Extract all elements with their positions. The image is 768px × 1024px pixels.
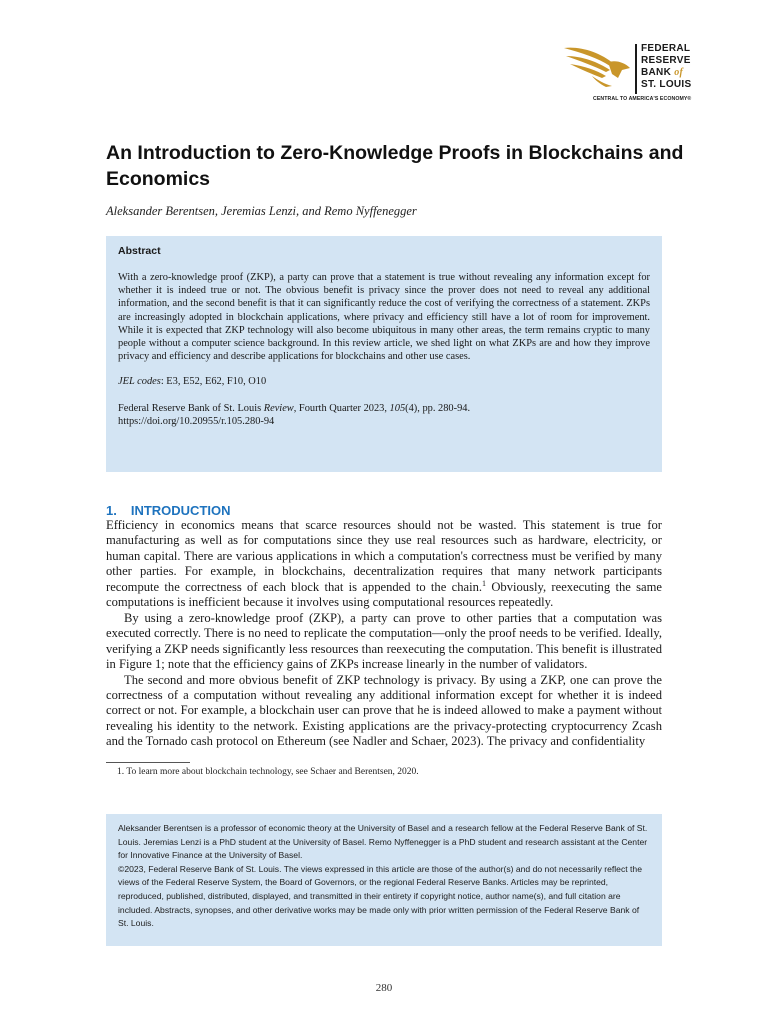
- logo-tagline: CENTRAL TO AMERICA'S ECONOMY®: [593, 96, 692, 102]
- citation-volume: 105: [389, 402, 406, 414]
- paragraph-3: The second and more obvious benefit of ZKP technology is privacy. By using a ZKP, one can prove the correctness of a computation without revealing any additional information except for whether it is indeed correct or not. For example, a blockchain user can prove that he is indeed allowed to make a payment without revealing his identity to the network. Existing applications are the privacy-protecting cryptocurrency Zcash and the Tornado cash protocol on Ethereum (see Nadler and Schaer, 2023). The privacy and confidentiality: [106, 672, 662, 749]
- paragraph-2: By using a zero-knowledge proof (ZKP), a party can prove to other parties that a computation was executed correctly. There is no need to replicate the computation—only the proof needs to be verified. Ideally, verifying a ZKP needs significantly less resources than reexecuting the computation. This benefit is illustrated in Figure 1; note that the efficiency gains of ZKPs increase linearly in the number of validators.: [106, 610, 662, 672]
- body-text: [106, 518, 662, 750]
- citation-issue: , Fourth Quarter 2023,: [293, 402, 390, 414]
- logo-line-4: ST. LOUIS: [641, 79, 692, 90]
- footnote-divider: [106, 762, 190, 763]
- abstract-text: With a zero-knowledge proof (ZKP), a party can prove that a statement is true without revealing any information except for whether it is indeed true or not. The obvious benefit is privacy since the prover does not need to reveal any additional information, and the second benefit is that it can significantly reduce the cost of verifying the correctness of a statement. ZKPs are increasingly adopted in blockchain applications, where privacy and efficiency still have a lot of room for improvement. While it is expected that ZKP technology will also become ubiquitous in many other areas, the term remains cryptic to many people without a computer science background. In this review article, we shed light on what ZKPs are and how they improve privacy and efficiency and describe applications for blockchains and other use cases.: [118, 272, 650, 363]
- citation-pages: (4), pp. 280-94.: [405, 402, 471, 414]
- logo-of: of: [674, 67, 684, 78]
- footnote-marker[interactable]: 1: [482, 578, 487, 588]
- jel-codes: [118, 375, 650, 388]
- logo-wordmark: [641, 43, 691, 91]
- logo-line-2: RESERVE: [641, 55, 691, 66]
- article-authors: Aleksander Berentsen, Jeremias Lenzi, and Remo Nyffenegger: [106, 204, 417, 218]
- section-title: INTRODUCTION: [130, 503, 231, 518]
- page-number: 280: [375, 982, 393, 994]
- logo-bank: BANK: [641, 67, 672, 78]
- logo-divider: [635, 44, 637, 94]
- citation-source: Federal Reserve Bank of St. Louis: [118, 402, 264, 414]
- section-number: 1.: [106, 503, 117, 518]
- footnote: 1. To learn more about blockchain technology, see Schaer and Berentsen, 2020.: [117, 767, 419, 777]
- author-info-box: [106, 814, 662, 946]
- paragraph-1-start: Efficiency in economics means that scarce resources should not be wasted. This statement is true for manufacturing as well as for computations since they use real resources such as hardware, electricity, or human capital. There are various applications in which a computation's correctness must be verified by many other parties. For example, in blockchains, decentralization requires that many network participants recompute the correctness of each block that is appended to the chain.: [106, 518, 662, 594]
- eagle-icon: [562, 42, 632, 88]
- section-heading: [106, 503, 231, 518]
- jel-label: JEL codes: [118, 376, 161, 388]
- copyright-notice: ©2023, Federal Reserve Bank of St. Louis. The views expressed in this article are those of the author(s) and do not necessarily reflect the views of the Federal Reserve System, the Board of Governors, or the regional Federal Reserve Banks. Articles may be reprinted, reproduced, published, distributed, displayed, and transmitted in their entirety if copyright notice, author name(s), and full citation are included. Abstracts, synopses, and other derivative works may be made only with prior written permission of the Federal Reserve Bank of St. Louis.: [118, 863, 642, 929]
- abstract-heading: Abstract: [118, 245, 161, 257]
- paragraph-1-end: Obviously, reexecuting the same computations is inefficient because it involves using computational resources repeatedly.: [106, 579, 662, 610]
- jel-values: : E3, E52, E62, F10, O10: [160, 376, 267, 388]
- doi-link[interactable]: https://doi.org/10.20955/r.105.280-94: [118, 416, 275, 428]
- citation-review: Review: [263, 402, 294, 414]
- paragraph-1: [106, 518, 662, 611]
- logo-line-1: FEDERAL: [641, 43, 691, 54]
- logo-line-3: [641, 67, 691, 79]
- article-title: An Introduction to Zero-Knowledge Proofs in Blockchains and Economics: [106, 142, 684, 190]
- citation: [118, 402, 650, 429]
- author-bio: Aleksander Berentsen is a professor of economic theory at the University of Basel and a research fellow at the Federal Reserve Bank of St. Louis. Jeremias Lenzi is a PhD student at the University of Basel. Remo Nyffenegger is a PhD student and research assistant at the Center for Innovative Finance at the University of Basel.: [118, 823, 648, 861]
- abstract-box: [106, 236, 662, 472]
- fed-stlouis-logo: [562, 40, 722, 104]
